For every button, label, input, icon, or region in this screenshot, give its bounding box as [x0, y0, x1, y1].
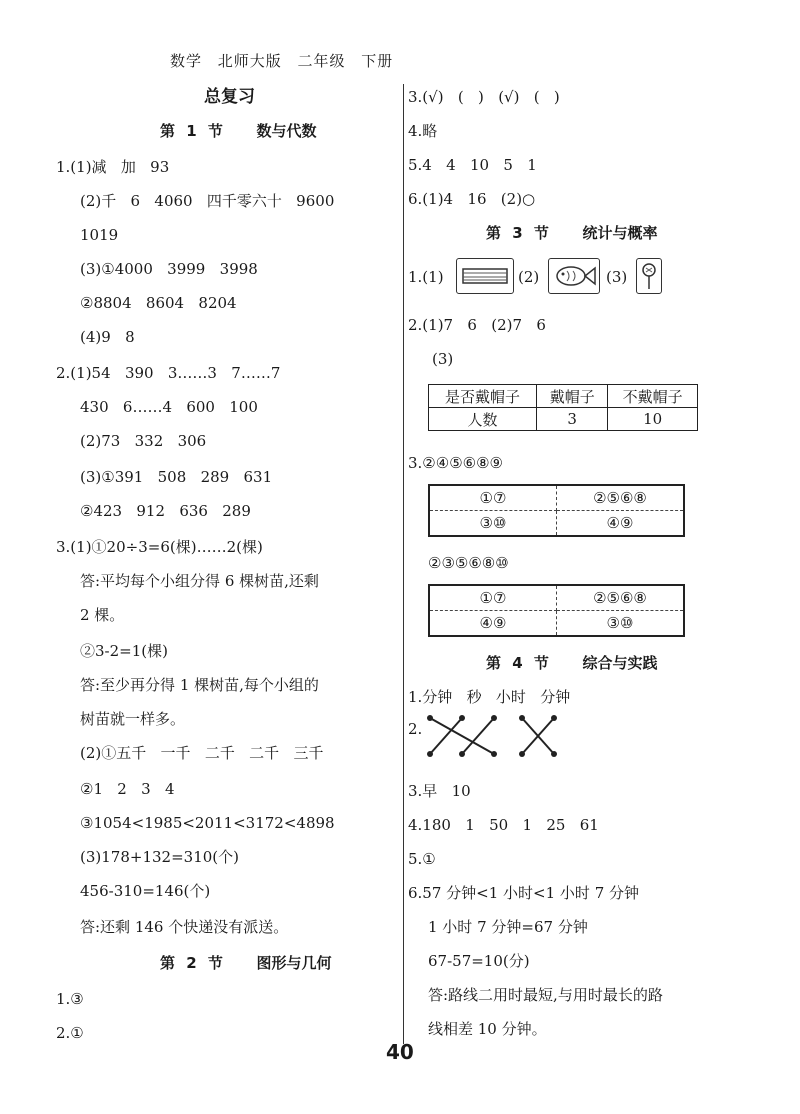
- answer-line: (3)178+132=310(个): [80, 848, 239, 866]
- table-header-cell: 戴帽子: [537, 385, 608, 408]
- answer-line: 456-310=146(个): [80, 882, 211, 900]
- answer-line: 3.(√) ( ) (√) ( ): [408, 88, 560, 106]
- sort-table-2: [428, 584, 685, 637]
- answer-line: 2.①: [56, 1024, 84, 1042]
- page-number: 40: [386, 1040, 414, 1064]
- table-header-cell: 是否戴帽子: [429, 385, 537, 408]
- section-1-heading: 第 1 节 数与代数: [160, 122, 317, 140]
- answer-line: ③1054<1985<2011<3172<4898: [80, 814, 335, 832]
- section-3-heading: 第 3 节 统计与概率: [486, 224, 658, 242]
- answer-line: (2)千 6 4060 四千零六十 9600: [80, 192, 335, 210]
- table-header-cell: 不戴帽子: [608, 385, 698, 408]
- matching-lines-diagram: [422, 712, 562, 762]
- answer-line: ②1 2 3 4: [80, 780, 175, 798]
- answer-line: 答:至少再分得 1 棵树苗,每个小组的: [80, 676, 319, 694]
- answer-line: 2.: [408, 720, 423, 738]
- review-title: 总复习: [204, 87, 255, 107]
- answer-line: 2.(1)7 6 (2)7 6: [408, 316, 546, 334]
- table-cell: ④⑨: [606, 514, 634, 532]
- table-cell: ①⑦: [429, 585, 557, 611]
- section-2-heading: 第 2 节 图形与几何: [160, 954, 332, 972]
- table-cell: ①⑦: [429, 485, 557, 511]
- answer-line: 430 6……4 600 100: [80, 398, 258, 416]
- table-cell: ④⑨: [429, 611, 557, 637]
- answer-line: 5.4 4 10 5 1: [408, 156, 537, 174]
- table-cell: 3: [537, 408, 608, 431]
- answer-line: 答:还剩 146 个快递没有派送。: [80, 918, 289, 936]
- answer-line: 2 棵。: [80, 606, 125, 624]
- answer-line: ②8804 8604 8204: [80, 294, 237, 312]
- q1-label-3: (3): [606, 268, 628, 286]
- answer-line: 线相差 10 分钟。: [428, 1020, 547, 1038]
- answer-line: (3)①4000 3999 3998: [80, 260, 258, 278]
- section-4-heading: 第 4 节 综合与实践: [486, 654, 658, 672]
- page-header: 数学 北师大版 二年级 下册: [170, 52, 394, 70]
- sort-table-1: [428, 484, 685, 537]
- table-cell: ③⑩: [429, 511, 557, 537]
- hat-table: [428, 384, 698, 431]
- fish-image: [548, 258, 600, 294]
- answer-line: 1.(1)减 加 93: [56, 158, 170, 176]
- answer-line: 67-57=10(分): [428, 952, 530, 970]
- answer-line: (2)①五千 一千 二千 二千 三千: [80, 744, 324, 762]
- answer-line: ②③⑤⑥⑧⑩: [428, 554, 509, 572]
- lollipop-image: [636, 258, 662, 294]
- table-cell: 10: [608, 408, 698, 431]
- answer-line: 6.57 分钟<1 小时<1 小时 7 分钟: [408, 884, 640, 902]
- answer-line: 1.分钟 秒 小时 分钟: [408, 688, 571, 706]
- answer-line: 3.早 10: [408, 782, 471, 800]
- answer-line: 3.(1)①20÷3=6(棵)……2(棵): [56, 538, 263, 556]
- answer-line: 答:路线二用时最短,与用时最长的路: [428, 986, 663, 1004]
- answer-line: (4)9 8: [80, 328, 135, 346]
- answer-line: 答:平均每个小组分得 6 棵树苗,还剩: [80, 572, 319, 590]
- answer-line: 6.(1)4 16 (2)○: [408, 190, 536, 208]
- answer-line: 4.180 1 50 1 25 61: [408, 816, 599, 834]
- column-divider: [403, 84, 404, 1044]
- table-cell: ②⑤⑥⑧: [557, 485, 685, 511]
- eraser-image: [456, 258, 514, 294]
- answer-line: 5.①: [408, 850, 436, 868]
- answer-line: ②423 912 636 289: [80, 502, 251, 520]
- answer-line: 1019: [80, 226, 119, 244]
- answer-line: 2.(1)54 390 3……3 7……7: [56, 364, 281, 382]
- table-cell: ③⑩: [606, 614, 634, 632]
- table-cell: ②⑤⑥⑧: [557, 585, 685, 611]
- table-cell: 人数: [429, 408, 537, 431]
- answer-line: 1 小时 7 分钟=67 分钟: [428, 918, 588, 936]
- answer-line: 3.②④⑤⑥⑧⑨: [408, 454, 503, 472]
- answer-line: (3): [432, 350, 454, 368]
- answer-line: 树苗就一样多。: [80, 710, 186, 728]
- q1-label-1: 1.(1): [408, 268, 444, 286]
- answer-line: 1.③: [56, 990, 84, 1008]
- answer-line: ②3-2=1(棵): [80, 642, 168, 660]
- answer-line: 4.略: [408, 122, 438, 140]
- answer-line: (3)①391 508 289 631: [80, 468, 273, 486]
- answer-line: (2)73 332 306: [80, 432, 207, 450]
- q1-label-2: (2): [518, 268, 540, 286]
